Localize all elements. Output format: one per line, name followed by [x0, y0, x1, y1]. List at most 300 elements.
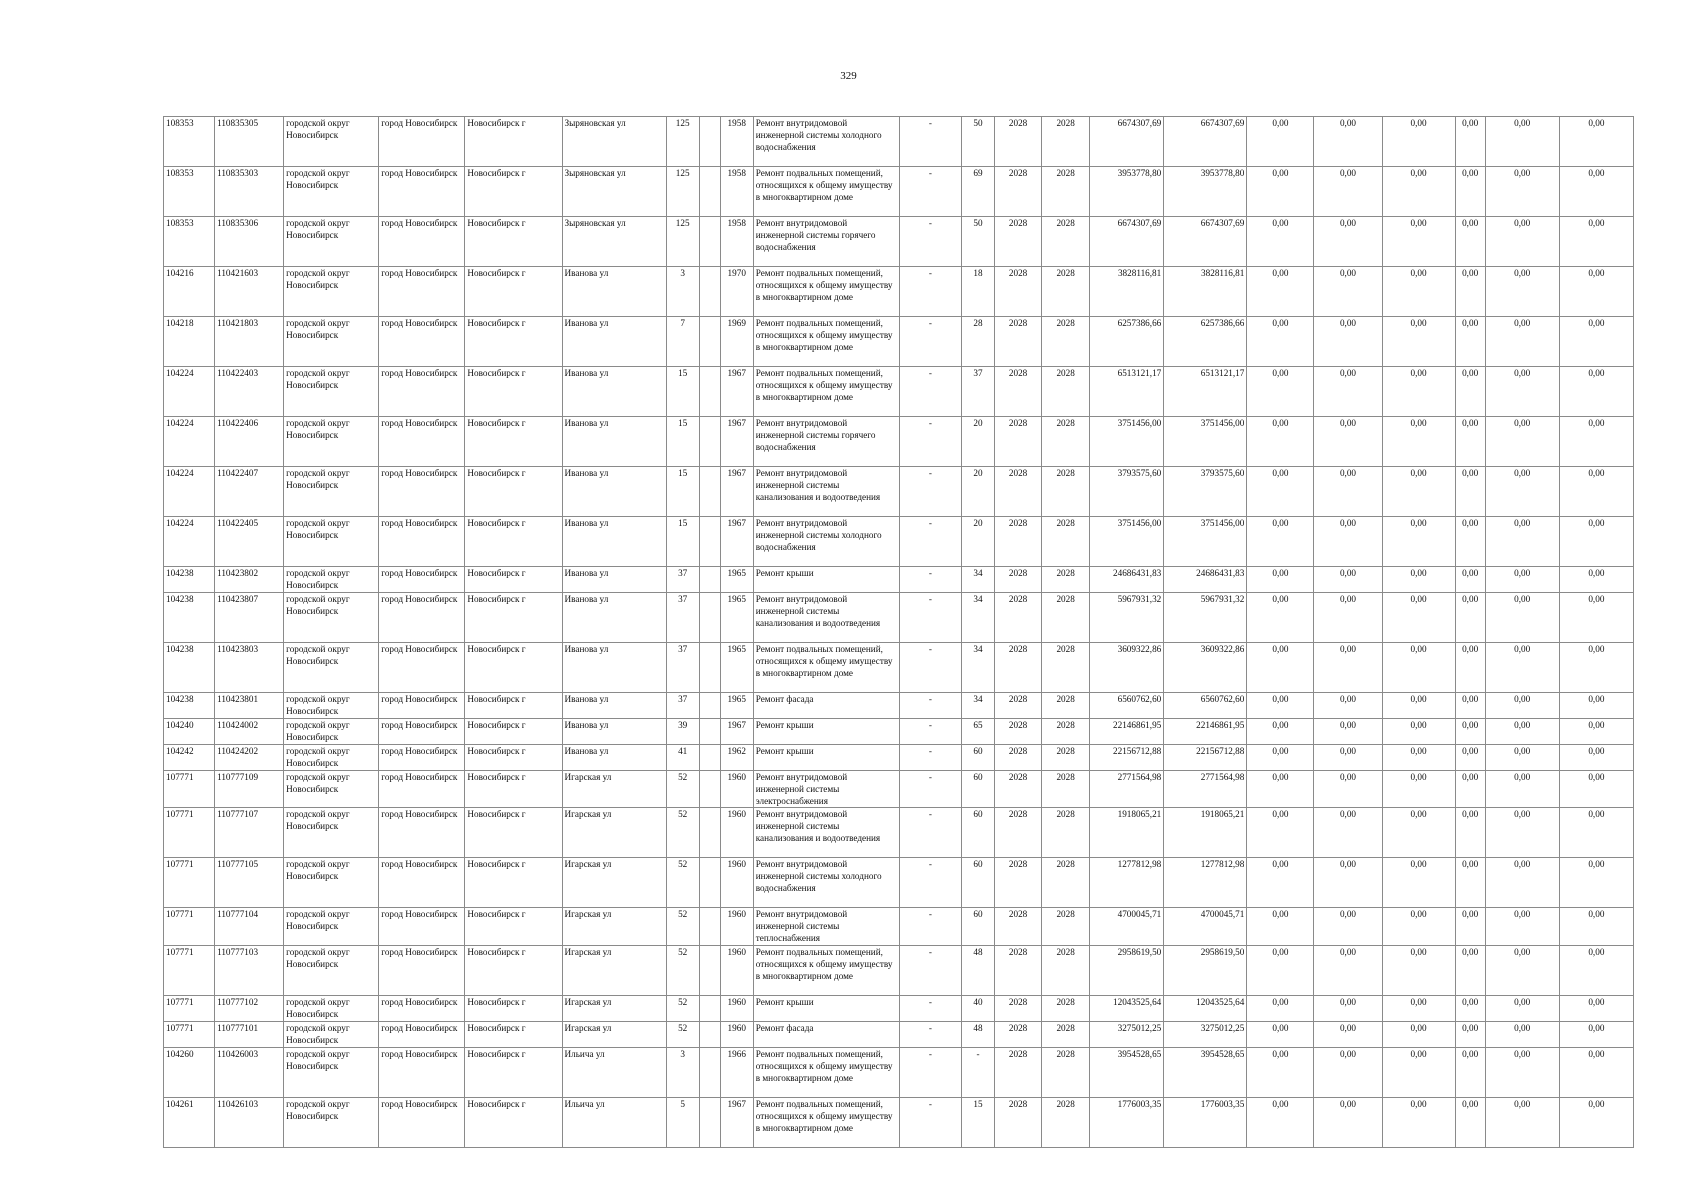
city-cell: Новосибирск г	[465, 467, 562, 517]
actual-year-cell: 2028	[1042, 808, 1090, 858]
dash-cell: -	[899, 467, 961, 517]
cost-fund-cell: 12043525,64	[1164, 996, 1247, 1022]
house-number-cell: 7	[666, 317, 699, 367]
amount-cell: 0,00	[1455, 770, 1485, 808]
wear-percent-cell: 15	[962, 1098, 995, 1148]
cost-fund-cell: 3751456,00	[1164, 417, 1247, 467]
dash-cell: -	[899, 167, 961, 217]
work-type-cell: Ремонт крыши	[753, 744, 899, 770]
district-cell: городской округ Новосибирск	[284, 1048, 379, 1098]
amount-cell: 0,00	[1247, 217, 1314, 267]
amount-cell: 0,00	[1382, 1098, 1455, 1148]
city-cell: Новосибирск г	[465, 996, 562, 1022]
amount-cell: 0,00	[1559, 467, 1633, 517]
amount-cell: 0,00	[1559, 858, 1633, 908]
street-cell: Иванова ул	[562, 467, 666, 517]
actual-year-cell: 2028	[1042, 367, 1090, 417]
table-row	[164, 117, 1634, 167]
dash-cell: -	[899, 1048, 961, 1098]
table-row	[164, 744, 1634, 770]
amount-cell: 0,00	[1247, 1098, 1314, 1148]
amount-cell: 0,00	[1247, 592, 1314, 642]
street-cell: Иванова ул	[562, 517, 666, 567]
building-letter-cell	[699, 367, 720, 417]
street-cell: Иванова ул	[562, 692, 666, 718]
building-letter-cell	[699, 467, 720, 517]
cost-total-cell: 3609322,86	[1090, 642, 1164, 692]
cost-fund-cell: 3275012,25	[1164, 1022, 1247, 1048]
object-id-cell: 104238	[164, 692, 215, 718]
cost-fund-cell: 6674307,69	[1164, 117, 1247, 167]
amount-cell: 0,00	[1455, 567, 1485, 593]
amount-cell: 0,00	[1455, 267, 1485, 317]
amount-cell: 0,00	[1485, 267, 1559, 317]
table-row	[164, 317, 1634, 367]
amount-cell: 0,00	[1559, 692, 1633, 718]
plan-year-cell: 2028	[995, 367, 1042, 417]
build-year-cell: 1960	[720, 858, 753, 908]
house-number-cell: 125	[666, 217, 699, 267]
house-number-cell: 39	[666, 718, 699, 744]
building-letter-cell	[699, 642, 720, 692]
work-code-cell: 110422405	[215, 517, 284, 567]
settlement-cell: город Новосибирск	[379, 267, 465, 317]
wear-percent-cell: 48	[962, 1022, 995, 1048]
plan-year-cell: 2028	[995, 946, 1042, 996]
table-row	[164, 167, 1634, 217]
amount-cell: 0,00	[1382, 1022, 1455, 1048]
work-type-cell: Ремонт подвальных помещений, относящихся к общему имуществу в многоквартирном доме	[753, 167, 899, 217]
amount-cell: 0,00	[1382, 908, 1455, 946]
house-number-cell: 125	[666, 167, 699, 217]
wear-percent-cell: 20	[962, 417, 995, 467]
actual-year-cell: 2028	[1042, 1022, 1090, 1048]
object-id-cell: 104224	[164, 467, 215, 517]
amount-cell: 0,00	[1559, 946, 1633, 996]
amount-cell: 0,00	[1559, 117, 1633, 167]
cost-total-cell: 2958619,50	[1090, 946, 1164, 996]
district-cell: городской округ Новосибирск	[284, 858, 379, 908]
build-year-cell: 1962	[720, 744, 753, 770]
table-row	[164, 642, 1634, 692]
table-row	[164, 1098, 1634, 1148]
amount-cell: 0,00	[1247, 567, 1314, 593]
actual-year-cell: 2028	[1042, 592, 1090, 642]
dash-cell: -	[899, 592, 961, 642]
settlement-cell: город Новосибирск	[379, 117, 465, 167]
amount-cell: 0,00	[1382, 592, 1455, 642]
settlement-cell: город Новосибирск	[379, 908, 465, 946]
house-number-cell: 37	[666, 567, 699, 593]
work-type-cell: Ремонт внутридомовой инженерной системы канализования и водоотведения	[753, 467, 899, 517]
building-letter-cell	[699, 770, 720, 808]
amount-cell: 0,00	[1382, 517, 1455, 567]
work-code-cell: 110421603	[215, 267, 284, 317]
amount-cell: 0,00	[1247, 692, 1314, 718]
table-row	[164, 1022, 1634, 1048]
amount-cell: 0,00	[1382, 117, 1455, 167]
amount-cell: 0,00	[1485, 317, 1559, 367]
settlement-cell: город Новосибирск	[379, 517, 465, 567]
object-id-cell: 104218	[164, 317, 215, 367]
amount-cell: 0,00	[1382, 567, 1455, 593]
amount-cell: 0,00	[1314, 744, 1382, 770]
plan-year-cell: 2028	[995, 858, 1042, 908]
cost-total-cell: 6674307,69	[1090, 117, 1164, 167]
amount-cell: 0,00	[1455, 367, 1485, 417]
dash-cell: -	[899, 367, 961, 417]
amount-cell: 0,00	[1382, 996, 1455, 1022]
object-id-cell: 107771	[164, 1022, 215, 1048]
amount-cell: 0,00	[1382, 744, 1455, 770]
build-year-cell: 1965	[720, 567, 753, 593]
dash-cell: -	[899, 417, 961, 467]
object-id-cell: 104224	[164, 517, 215, 567]
amount-cell: 0,00	[1485, 718, 1559, 744]
amount-cell: 0,00	[1485, 367, 1559, 417]
house-number-cell: 15	[666, 467, 699, 517]
object-id-cell: 104260	[164, 1048, 215, 1098]
amount-cell: 0,00	[1485, 117, 1559, 167]
wear-percent-cell: 50	[962, 217, 995, 267]
object-id-cell: 108353	[164, 167, 215, 217]
capital-repair-table	[163, 116, 1634, 1148]
build-year-cell: 1966	[720, 1048, 753, 1098]
actual-year-cell: 2028	[1042, 642, 1090, 692]
amount-cell: 0,00	[1455, 642, 1485, 692]
amount-cell: 0,00	[1485, 517, 1559, 567]
build-year-cell: 1967	[720, 1098, 753, 1148]
building-letter-cell	[699, 167, 720, 217]
amount-cell: 0,00	[1455, 718, 1485, 744]
amount-cell: 0,00	[1559, 317, 1633, 367]
cost-total-cell: 3275012,25	[1090, 1022, 1164, 1048]
dash-cell: -	[899, 692, 961, 718]
settlement-cell: город Новосибирск	[379, 467, 465, 517]
district-cell: городской округ Новосибирск	[284, 267, 379, 317]
settlement-cell: город Новосибирск	[379, 718, 465, 744]
building-letter-cell	[699, 808, 720, 858]
amount-cell: 0,00	[1455, 858, 1485, 908]
wear-percent-cell: 34	[962, 642, 995, 692]
amount-cell: 0,00	[1559, 744, 1633, 770]
build-year-cell: 1967	[720, 367, 753, 417]
building-letter-cell	[699, 718, 720, 744]
settlement-cell: город Новосибирск	[379, 167, 465, 217]
district-cell: городской округ Новосибирск	[284, 467, 379, 517]
work-code-cell: 110835305	[215, 117, 284, 167]
amount-cell: 0,00	[1455, 744, 1485, 770]
amount-cell: 0,00	[1485, 996, 1559, 1022]
building-letter-cell	[699, 217, 720, 267]
object-id-cell: 104216	[164, 267, 215, 317]
street-cell: Иванова ул	[562, 317, 666, 367]
work-code-cell: 110423807	[215, 592, 284, 642]
amount-cell: 0,00	[1455, 946, 1485, 996]
district-cell: городской округ Новосибирск	[284, 770, 379, 808]
street-cell: Ильича ул	[562, 1098, 666, 1148]
amount-cell: 0,00	[1314, 417, 1382, 467]
building-letter-cell	[699, 744, 720, 770]
object-id-cell: 104224	[164, 367, 215, 417]
amount-cell: 0,00	[1485, 692, 1559, 718]
amount-cell: 0,00	[1247, 467, 1314, 517]
plan-year-cell: 2028	[995, 718, 1042, 744]
build-year-cell: 1967	[720, 417, 753, 467]
street-cell: Зыряновская ул	[562, 167, 666, 217]
district-cell: городской округ Новосибирск	[284, 642, 379, 692]
amount-cell: 0,00	[1485, 770, 1559, 808]
amount-cell: 0,00	[1455, 217, 1485, 267]
street-cell: Игарская ул	[562, 946, 666, 996]
table-row	[164, 718, 1634, 744]
cost-total-cell: 3793575,60	[1090, 467, 1164, 517]
amount-cell: 0,00	[1382, 946, 1455, 996]
work-code-cell: 110777101	[215, 1022, 284, 1048]
actual-year-cell: 2028	[1042, 117, 1090, 167]
city-cell: Новосибирск г	[465, 167, 562, 217]
street-cell: Иванова ул	[562, 567, 666, 593]
cost-fund-cell: 2958619,50	[1164, 946, 1247, 996]
city-cell: Новосибирск г	[465, 1098, 562, 1148]
city-cell: Новосибирск г	[465, 517, 562, 567]
work-code-cell: 110423801	[215, 692, 284, 718]
building-letter-cell	[699, 858, 720, 908]
district-cell: городской округ Новосибирск	[284, 996, 379, 1022]
amount-cell: 0,00	[1247, 517, 1314, 567]
settlement-cell: город Новосибирск	[379, 996, 465, 1022]
page-number: 329	[840, 70, 857, 82]
amount-cell: 0,00	[1455, 167, 1485, 217]
table-row	[164, 996, 1634, 1022]
city-cell: Новосибирск г	[465, 317, 562, 367]
amount-cell: 0,00	[1485, 908, 1559, 946]
building-letter-cell	[699, 1048, 720, 1098]
district-cell: городской округ Новосибирск	[284, 744, 379, 770]
district-cell: городской округ Новосибирск	[284, 567, 379, 593]
wear-percent-cell: 60	[962, 808, 995, 858]
city-cell: Новосибирск г	[465, 217, 562, 267]
cost-total-cell: 5967931,32	[1090, 592, 1164, 642]
work-code-cell: 110777104	[215, 908, 284, 946]
amount-cell: 0,00	[1559, 718, 1633, 744]
settlement-cell: город Новосибирск	[379, 217, 465, 267]
street-cell: Игарская ул	[562, 1022, 666, 1048]
plan-year-cell: 2028	[995, 517, 1042, 567]
build-year-cell: 1967	[720, 517, 753, 567]
plan-year-cell: 2028	[995, 117, 1042, 167]
plan-year-cell: 2028	[995, 417, 1042, 467]
house-number-cell: 37	[666, 692, 699, 718]
dash-cell: -	[899, 718, 961, 744]
settlement-cell: город Новосибирск	[379, 692, 465, 718]
cost-total-cell: 3954528,65	[1090, 1048, 1164, 1098]
amount-cell: 0,00	[1485, 744, 1559, 770]
dash-cell: -	[899, 908, 961, 946]
amount-cell: 0,00	[1247, 267, 1314, 317]
work-code-cell: 110424002	[215, 718, 284, 744]
work-code-cell: 110835303	[215, 167, 284, 217]
wear-percent-cell: 65	[962, 718, 995, 744]
amount-cell: 0,00	[1455, 317, 1485, 367]
street-cell: Игарская ул	[562, 770, 666, 808]
amount-cell: 0,00	[1559, 642, 1633, 692]
amount-cell: 0,00	[1559, 1022, 1633, 1048]
dash-cell: -	[899, 517, 961, 567]
table-row	[164, 517, 1634, 567]
actual-year-cell: 2028	[1042, 167, 1090, 217]
house-number-cell: 41	[666, 744, 699, 770]
district-cell: городской округ Новосибирск	[284, 808, 379, 858]
city-cell: Новосибирск г	[465, 1022, 562, 1048]
amount-cell: 0,00	[1314, 1022, 1382, 1048]
amount-cell: 0,00	[1559, 267, 1633, 317]
amount-cell: 0,00	[1247, 858, 1314, 908]
work-code-cell: 110426103	[215, 1098, 284, 1148]
amount-cell: 0,00	[1314, 117, 1382, 167]
work-code-cell: 110424202	[215, 744, 284, 770]
wear-percent-cell: 60	[962, 744, 995, 770]
amount-cell: 0,00	[1455, 467, 1485, 517]
street-cell: Зыряновская ул	[562, 217, 666, 267]
district-cell: городской округ Новосибирск	[284, 167, 379, 217]
actual-year-cell: 2028	[1042, 996, 1090, 1022]
dash-cell: -	[899, 567, 961, 593]
table-row	[164, 946, 1634, 996]
work-code-cell: 110777103	[215, 946, 284, 996]
cost-total-cell: 1776003,35	[1090, 1098, 1164, 1148]
build-year-cell: 1965	[720, 592, 753, 642]
district-cell: городской округ Новосибирск	[284, 592, 379, 642]
amount-cell: 0,00	[1559, 1098, 1633, 1148]
amount-cell: 0,00	[1455, 692, 1485, 718]
wear-percent-cell: 34	[962, 692, 995, 718]
amount-cell: 0,00	[1314, 718, 1382, 744]
wear-percent-cell: 60	[962, 770, 995, 808]
work-code-cell: 110777102	[215, 996, 284, 1022]
cost-total-cell: 12043525,64	[1090, 996, 1164, 1022]
object-id-cell: 104261	[164, 1098, 215, 1148]
settlement-cell: город Новосибирск	[379, 592, 465, 642]
house-number-cell: 52	[666, 908, 699, 946]
street-cell: Иванова ул	[562, 367, 666, 417]
work-code-cell: 110777105	[215, 858, 284, 908]
actual-year-cell: 2028	[1042, 858, 1090, 908]
work-type-cell: Ремонт подвальных помещений, относящихся к общему имуществу в многоквартирном доме	[753, 1048, 899, 1098]
city-cell: Новосибирск г	[465, 1048, 562, 1098]
amount-cell: 0,00	[1247, 167, 1314, 217]
build-year-cell: 1960	[720, 946, 753, 996]
city-cell: Новосибирск г	[465, 417, 562, 467]
amount-cell: 0,00	[1247, 1022, 1314, 1048]
work-type-cell: Ремонт фасада	[753, 1022, 899, 1048]
street-cell: Иванова ул	[562, 592, 666, 642]
house-number-cell: 52	[666, 996, 699, 1022]
actual-year-cell: 2028	[1042, 946, 1090, 996]
plan-year-cell: 2028	[995, 770, 1042, 808]
actual-year-cell: 2028	[1042, 718, 1090, 744]
object-id-cell: 108353	[164, 217, 215, 267]
amount-cell: 0,00	[1314, 1098, 1382, 1148]
settlement-cell: город Новосибирск	[379, 567, 465, 593]
build-year-cell: 1958	[720, 167, 753, 217]
amount-cell: 0,00	[1455, 808, 1485, 858]
plan-year-cell: 2028	[995, 317, 1042, 367]
cost-total-cell: 3828116,81	[1090, 267, 1164, 317]
settlement-cell: город Новосибирск	[379, 858, 465, 908]
wear-percent-cell: 37	[962, 367, 995, 417]
house-number-cell: 52	[666, 808, 699, 858]
work-code-cell: 110421803	[215, 317, 284, 367]
work-type-cell: Ремонт внутридомовой инженерной системы холодного водоснабжения	[753, 117, 899, 167]
table-row	[164, 692, 1634, 718]
amount-cell: 0,00	[1382, 267, 1455, 317]
building-letter-cell	[699, 517, 720, 567]
build-year-cell: 1960	[720, 908, 753, 946]
cost-total-cell: 1277812,98	[1090, 858, 1164, 908]
table-row	[164, 908, 1634, 946]
actual-year-cell: 2028	[1042, 517, 1090, 567]
work-code-cell: 110426003	[215, 1048, 284, 1098]
amount-cell: 0,00	[1382, 367, 1455, 417]
settlement-cell: город Новосибирск	[379, 808, 465, 858]
city-cell: Новосибирск г	[465, 367, 562, 417]
work-type-cell: Ремонт крыши	[753, 567, 899, 593]
object-id-cell: 107771	[164, 996, 215, 1022]
street-cell: Иванова ул	[562, 744, 666, 770]
amount-cell: 0,00	[1559, 567, 1633, 593]
amount-cell: 0,00	[1247, 946, 1314, 996]
table-row	[164, 217, 1634, 267]
street-cell: Зыряновская ул	[562, 117, 666, 167]
wear-percent-cell: 20	[962, 467, 995, 517]
cost-fund-cell: 3954528,65	[1164, 1048, 1247, 1098]
amount-cell: 0,00	[1382, 808, 1455, 858]
wear-percent-cell: 69	[962, 167, 995, 217]
amount-cell: 0,00	[1314, 267, 1382, 317]
amount-cell: 0,00	[1485, 1098, 1559, 1148]
cost-fund-cell: 1277812,98	[1164, 858, 1247, 908]
street-cell: Игарская ул	[562, 996, 666, 1022]
table-row	[164, 417, 1634, 467]
city-cell: Новосибирск г	[465, 744, 562, 770]
building-letter-cell	[699, 1098, 720, 1148]
actual-year-cell: 2028	[1042, 1048, 1090, 1098]
amount-cell: 0,00	[1247, 1048, 1314, 1098]
amount-cell: 0,00	[1314, 770, 1382, 808]
amount-cell: 0,00	[1247, 808, 1314, 858]
dash-cell: -	[899, 1098, 961, 1148]
amount-cell: 0,00	[1485, 1022, 1559, 1048]
amount-cell: 0,00	[1247, 417, 1314, 467]
settlement-cell: город Новосибирск	[379, 744, 465, 770]
city-cell: Новосибирск г	[465, 692, 562, 718]
dash-cell: -	[899, 808, 961, 858]
amount-cell: 0,00	[1485, 217, 1559, 267]
amount-cell: 0,00	[1247, 744, 1314, 770]
wear-percent-cell: 60	[962, 908, 995, 946]
amount-cell: 0,00	[1314, 517, 1382, 567]
settlement-cell: город Новосибирск	[379, 1022, 465, 1048]
plan-year-cell: 2028	[995, 1022, 1042, 1048]
amount-cell: 0,00	[1382, 317, 1455, 367]
amount-cell: 0,00	[1485, 467, 1559, 517]
object-id-cell: 107771	[164, 908, 215, 946]
cost-fund-cell: 22146861,95	[1164, 718, 1247, 744]
amount-cell: 0,00	[1314, 908, 1382, 946]
object-id-cell: 107771	[164, 808, 215, 858]
cost-fund-cell: 3609322,86	[1164, 642, 1247, 692]
